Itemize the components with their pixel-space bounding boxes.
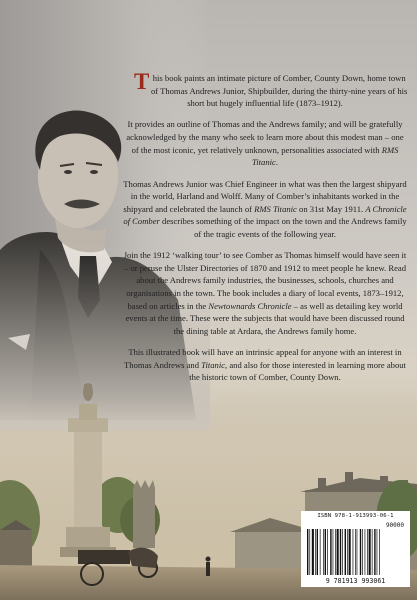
dropcap-letter: T — [134, 69, 150, 94]
barcode-bar — [340, 529, 341, 575]
barcode-bar — [357, 529, 358, 575]
text-run: his book paints an intimate picture of Comber, County Down, home town of Thomas Andrews Junior, Shipbuilder, during the thirty-nine years of his short but hugely influential life (1873–1912). — [150, 73, 408, 109]
barcode-bar — [347, 529, 348, 575]
isbn-number: ISBN 978-1-913993-06-1 — [317, 513, 394, 519]
barcode-bar — [333, 529, 334, 575]
barcode-bar — [369, 529, 371, 575]
barcode-bar — [365, 529, 366, 575]
barcode-bar — [342, 529, 343, 575]
barcode-bar — [374, 529, 375, 575]
paragraph-1-body — [151, 73, 407, 108]
blurb-paragraph-1 — [122, 69, 408, 110]
text-run: This illustrated book will have an intrinsic appeal for anyone with an interest in Thomas Andrews and — [124, 347, 402, 370]
barcode-bar — [325, 529, 326, 575]
barcode-bar — [379, 529, 380, 575]
barcode-bar — [335, 529, 336, 575]
barcode-bars — [305, 529, 406, 577]
barcode-bar — [330, 529, 331, 575]
text-run: Join the 1912 ‘walking tour’ to see Comber as Thomas himself would have seen it – or peruse the Ulster Directories of 1870 and 1912 to meet people he knew. Read about the Andrews family industries, the businesses, schools, churches and organisations in the town. The book includes a diary of local events, 1873–1912, based on articles in the — [123, 250, 407, 311]
italic-title: RMS Titanic — [251, 144, 399, 168]
barcode-bar — [337, 529, 339, 575]
italic-title: Newtownards Chronicle — [208, 300, 292, 311]
text-run: It provides an outline of Thomas and the Andrews family; and will be gratefully acknowledged by the many who seek to learn more about this modest man – one of the most iconic, yet relatively unknown, personalities associated with — [126, 119, 404, 155]
italic-title: RMS Titanic — [254, 203, 297, 214]
barcode-bar — [367, 529, 368, 575]
italic-title: A Chronicle of Comber — [123, 203, 407, 227]
barcode-bar — [307, 529, 308, 575]
barcode-bar — [309, 529, 310, 575]
isbn-barcode — [301, 511, 410, 587]
text-run: on 31st May 1911. — [296, 203, 366, 214]
ean-digits: 9 781913 993061 — [325, 577, 386, 585]
barcode-bar — [353, 529, 354, 575]
barcode-bar — [315, 529, 316, 575]
text-run: . — [275, 157, 279, 168]
barcode-bar — [372, 529, 373, 575]
barcode-bar — [360, 529, 361, 575]
barcode-bar — [317, 529, 318, 575]
blurb-text — [122, 69, 408, 393]
text-run: – as well as detailing key world events at the time. These were the subjects that would have been discussed round the dining table at Ardara, the Andrews family home. — [125, 300, 405, 336]
text-run: Thomas Andrews Junior was Chief Engineer in what was then the largest shipyard in the world, Harland and Wolff. Many of Comber’s inhabitants worked in the shipyard and celebrated the launch of — [123, 178, 407, 214]
barcode-bar — [323, 529, 324, 575]
barcode-bar — [349, 529, 351, 575]
barcode-bar — [377, 529, 378, 575]
barcode-bar — [345, 529, 346, 575]
barcode-bar — [320, 529, 321, 575]
price-code: 90000 — [385, 522, 404, 529]
blurb-paragraph-3 — [122, 178, 408, 241]
blurb-paragraph-4 — [122, 249, 408, 337]
blurb-paragraph-5 — [122, 346, 408, 384]
barcode-bar — [312, 529, 314, 575]
text-run: describes something of the impact on the town and the Andrews family of the tragic events of the following year. — [159, 216, 407, 239]
barcode-bar — [362, 529, 363, 575]
text-run: , and also for those interested in learning more about the historic town of Comber, County Down. — [189, 359, 406, 383]
blurb-paragraph-2 — [122, 118, 408, 168]
barcode-bar — [327, 529, 328, 575]
barcode-bar — [355, 529, 356, 575]
italic-title: Titanic — [201, 359, 226, 370]
